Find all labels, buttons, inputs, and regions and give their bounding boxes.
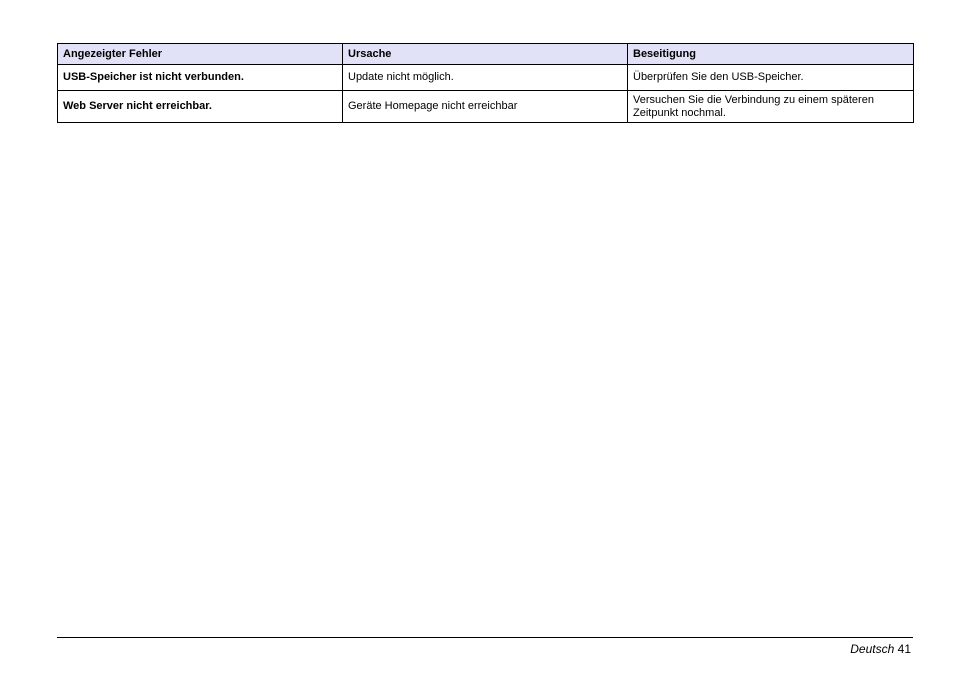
- header-row: [58, 44, 914, 65]
- table-row: [58, 91, 914, 123]
- footer-page-number: 41: [897, 642, 911, 656]
- footer-language: Deutsch: [850, 642, 895, 656]
- cell-cause: Update nicht möglich.: [343, 65, 628, 91]
- page-footer: [850, 642, 911, 656]
- table-body: [58, 65, 914, 123]
- cell-error: Web Server nicht erreichbar.: [58, 91, 343, 123]
- footer-divider: [57, 637, 913, 638]
- error-table: [57, 43, 914, 123]
- cell-remedy: Versuchen Sie die Verbindung zu einem späteren Zeitpunkt nochmal.: [628, 91, 914, 123]
- table-row: [58, 65, 914, 91]
- cell-remedy: Überprüfen Sie den USB-Speicher.: [628, 65, 914, 91]
- cell-cause: Geräte Homepage nicht erreichbar: [343, 91, 628, 123]
- header-remedy: Beseitigung: [628, 44, 914, 65]
- cell-error: USB-Speicher ist nicht verbunden.: [58, 65, 343, 91]
- header-displayed-error: Angezeigter Fehler: [58, 44, 343, 65]
- table-header: [58, 44, 914, 65]
- header-cause: Ursache: [343, 44, 628, 65]
